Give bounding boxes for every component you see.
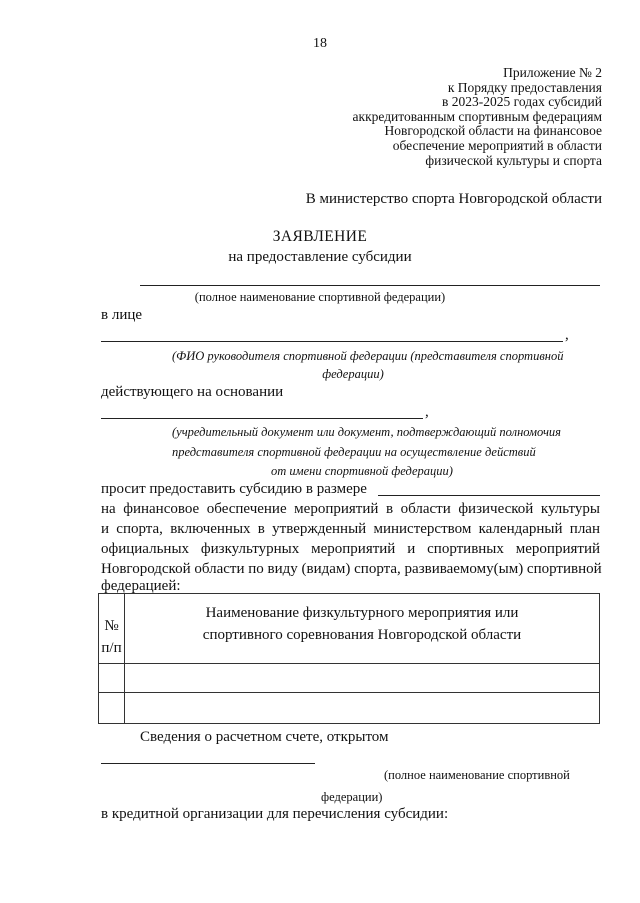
event-name-cell[interactable] [125,693,600,724]
body-line: Новгородской области по виду (видам) спорта, развиваемому(ым) спортивной [101,561,602,577]
events-table [98,593,600,724]
event-name-column-header [125,594,600,664]
num-header-abbr: п/п [101,640,122,656]
document-title: ЗАЯВЛЕНИЕ [272,228,368,245]
appendix-line: в 2023-2025 годах субсидий [442,94,602,110]
appendix-line: аккредитованным спортивным федерациям [352,108,602,124]
page-number: 18 [313,36,327,51]
head-name-field[interactable] [101,341,563,342]
appendix-line: Новгородской области на финансовое [384,123,602,139]
subsidy-amount-field[interactable] [378,495,600,496]
appendix-line: физической культуры и спорта [425,152,602,168]
num-cell[interactable] [99,664,125,693]
federation-name-hint: (полное наименование спортивной федерации) [194,290,446,304]
appendix-line: обеспечение мероприятий в области [392,137,602,153]
account-info-label: Сведения о расчетном счете, открытом [140,729,389,745]
body-line: на финансовое обеспечение мероприятий в области физической культуры [101,501,600,517]
addressee: В министерство спорта Новгородской области [305,191,602,207]
num-cell[interactable] [99,693,125,724]
bank-label: в кредитной организации для перечисления субсидии: [101,806,449,822]
event-name-header-line: Наименование физкультурного мероприятия или [205,605,519,621]
table-header-row [99,594,600,664]
appendix-line: к Порядку предоставления [447,79,602,95]
account-hint: (полное наименование спортивной [384,768,570,782]
basis-document-hint: от имени спортивной федерации) [271,464,453,478]
basis-document-hint: представителя спортивной федерации на осуществление действий [172,445,536,459]
num-header-symbol: № [104,618,119,634]
body-line: и спорта, включенных в утвержденный министерством календарный план [101,521,600,537]
body-line: федерацией: [101,578,181,594]
comma: , [425,404,429,420]
event-name-header-line: спортивного соревнования Новгородской области [202,627,522,643]
num-column-header [99,594,125,664]
table-row [99,664,600,693]
basis-label: действующего на основании [101,384,284,400]
account-field[interactable] [101,763,315,764]
subsidy-request-label: просит предоставить субсидию в размере [101,481,367,497]
basis-document-field[interactable] [101,418,423,419]
account-hint: федерации) [321,790,383,804]
federation-name-field[interactable] [140,285,600,286]
appendix-header [353,66,602,168]
head-name-hint: (ФИО руководителя спортивной федерации (представителя спортивной [172,349,564,363]
comma: , [565,327,569,343]
table-row [99,693,600,724]
appendix-line: Приложение № 2 [503,65,602,80]
basis-document-hint: (учредительный документ или документ, подтверждающий полномочия [172,425,561,439]
head-name-hint: федерации) [322,367,384,381]
in-person-label: в лице [101,307,143,323]
event-name-cell[interactable] [125,664,600,693]
body-line: официальных физкультурных мероприятий и спортивных мероприятий [101,541,600,557]
document-subtitle: на предоставление субсидии [228,249,412,265]
